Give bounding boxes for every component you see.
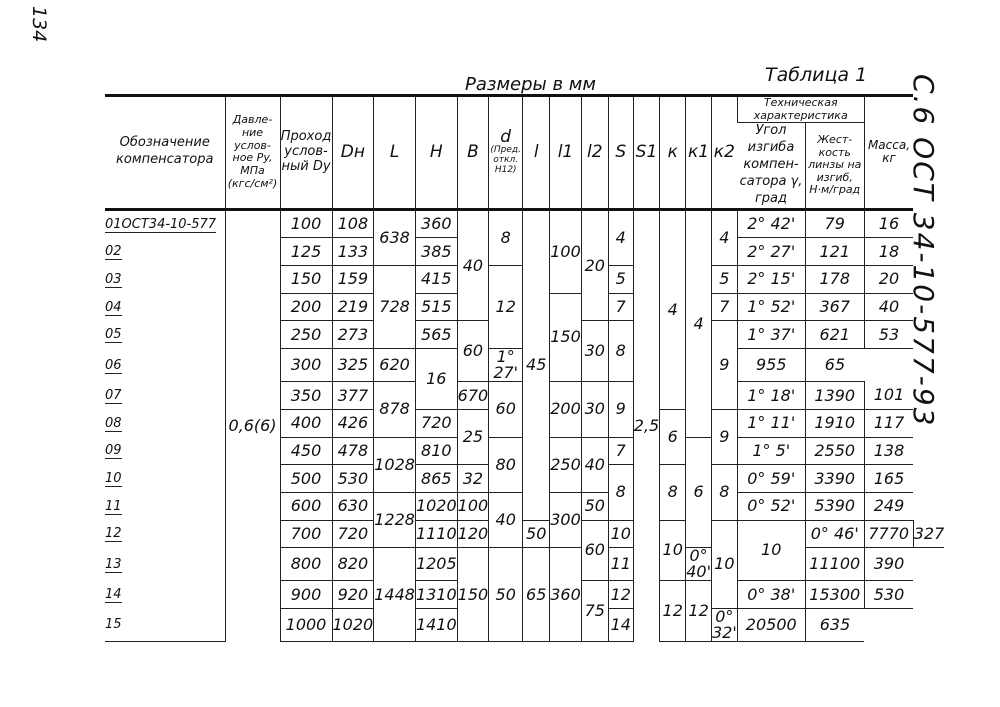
- l2-cell: 40: [581, 437, 608, 492]
- k1-cell: 6: [686, 437, 712, 548]
- l2-cell: 50: [581, 492, 608, 520]
- B-cell: 60: [489, 382, 523, 437]
- header-stiffness: Жест-кость линзы на изгиб, Н·м/град: [805, 123, 864, 209]
- designation-cell: 14: [105, 587, 122, 603]
- B-cell: 80: [489, 437, 523, 492]
- h-cell: 360: [415, 209, 457, 238]
- stiffness-cell: 2550: [805, 437, 864, 465]
- angle-cell: 2° 27': [737, 238, 805, 266]
- mass-cell: 101: [864, 382, 913, 410]
- dy-cell: 350: [280, 382, 332, 410]
- L-cell: 638: [374, 209, 416, 265]
- dy-cell: 500: [280, 465, 332, 493]
- dn-cell: 720: [332, 520, 374, 548]
- header-S1: S1: [633, 96, 659, 210]
- table-label: Таблица 1: [765, 64, 868, 86]
- header-H: H: [415, 96, 457, 210]
- S-cell: 8: [608, 465, 633, 520]
- dy-cell: 100: [280, 209, 332, 238]
- l2-cell: 20: [581, 209, 608, 321]
- k2-cell: 4: [711, 209, 737, 265]
- stiffness-cell: 11100: [805, 548, 864, 581]
- dy-cell: 250: [280, 321, 332, 349]
- S1-cell: 2,5: [633, 209, 659, 641]
- angle-cell: 0° 52': [737, 492, 805, 520]
- stiffness-cell: 1910: [805, 409, 864, 437]
- dn-cell: 478: [332, 437, 374, 465]
- designation-cell: 12: [105, 526, 122, 542]
- dn-cell: 630: [332, 492, 374, 520]
- l1-cell: 100: [550, 209, 582, 293]
- d-cell: 8: [489, 209, 523, 265]
- k2-cell: 12: [686, 581, 712, 642]
- stiffness-cell: 15300: [805, 581, 864, 609]
- dimensions-caption: Размеры в мм: [465, 74, 596, 95]
- L-cell: 1028: [374, 437, 416, 492]
- header-l1: l1: [550, 96, 582, 210]
- angle-cell: 1° 11': [737, 409, 805, 437]
- header-k: к: [660, 96, 686, 210]
- h-cell: 670: [457, 382, 489, 410]
- l-cell: 50: [523, 520, 550, 548]
- h-cell: 810: [415, 437, 457, 465]
- dy-cell: 400: [280, 409, 332, 437]
- B-cell: 150: [457, 548, 489, 642]
- dy-cell: 600: [280, 492, 332, 520]
- header-S: S: [608, 96, 633, 210]
- d-cell: 25: [457, 409, 489, 464]
- dy-cell: 300: [280, 349, 332, 382]
- angle-cell: 0° 59': [737, 465, 805, 493]
- designation-cell: 04: [105, 299, 122, 315]
- dy-cell: 125: [280, 238, 332, 266]
- mass-cell: 165: [864, 465, 913, 493]
- k2-cell: 7: [711, 293, 737, 321]
- d-cell: 16: [415, 349, 457, 410]
- mass-cell: 635: [805, 608, 864, 641]
- h-cell: 415: [415, 266, 457, 294]
- S-cell: 11: [608, 548, 633, 581]
- dy-cell: 800: [280, 548, 332, 581]
- l2-cell: 60: [581, 520, 608, 581]
- L-cell: 1448: [374, 548, 416, 642]
- mass-cell: 40: [864, 293, 913, 321]
- dn-cell: 530: [332, 465, 374, 493]
- designation-cell: 07: [105, 388, 122, 404]
- dn-cell: 820: [332, 548, 374, 581]
- h-cell: 720: [415, 409, 457, 437]
- h-cell: 865: [415, 465, 457, 493]
- designation-cell: 03: [105, 271, 122, 287]
- designation-cell: 09: [105, 443, 122, 459]
- dn-cell: 377: [332, 382, 374, 410]
- k-cell: 12: [660, 581, 686, 642]
- angle-cell: 0° 32': [711, 606, 737, 642]
- stiffness-cell: 7770: [864, 520, 913, 548]
- h-cell: 1020: [415, 492, 457, 520]
- header-dn: Dн: [332, 96, 374, 210]
- S-cell: 7: [608, 437, 633, 465]
- designation-cell: 15: [105, 608, 225, 641]
- stiffness-cell: 5390: [805, 492, 864, 520]
- designation-cell: 13: [105, 556, 122, 572]
- dn-cell: 920: [332, 581, 374, 609]
- dn-cell: 159: [332, 266, 374, 294]
- L-cell: 728: [374, 266, 416, 349]
- B-cell: 100: [457, 492, 489, 520]
- stiffness-cell: 178: [805, 266, 864, 294]
- header-k2: к2: [711, 96, 737, 210]
- d-cell: 50: [489, 548, 523, 642]
- angle-cell: 1° 52': [737, 293, 805, 321]
- d-cell: 40: [489, 492, 523, 547]
- dn-cell: 133: [332, 238, 374, 266]
- header-d-note: (Пред. откл. H12): [490, 144, 522, 175]
- header-pressure: Давле-ние услов-ное Py, МПа (кгс/см²): [225, 96, 280, 210]
- l1-cell: 200: [550, 382, 582, 437]
- header-B: B: [457, 96, 489, 210]
- designation-cell: 05: [105, 327, 122, 343]
- k-cell: 6: [660, 409, 686, 464]
- angle-cell: 0° 40': [686, 546, 711, 582]
- designation-cell: 08: [105, 415, 122, 431]
- dy-cell: 150: [280, 266, 332, 294]
- dy-cell: 200: [280, 293, 332, 321]
- dn-cell: 108: [332, 209, 374, 238]
- mass-cell: 65: [805, 349, 864, 382]
- k-cell: 10: [660, 520, 686, 581]
- mass-cell: 138: [864, 437, 913, 465]
- S-cell: 5: [608, 266, 633, 294]
- dn-cell: 273: [332, 321, 374, 349]
- angle-cell: 1° 27': [489, 349, 523, 382]
- mass-cell: 18: [864, 238, 913, 266]
- mass-cell: 16: [864, 209, 913, 238]
- stiffness-cell: 367: [805, 293, 864, 321]
- S-cell: 14: [608, 608, 633, 641]
- designation-cell: 10: [105, 471, 122, 487]
- B-cell: 120: [457, 520, 489, 548]
- B-cell: 40: [457, 209, 489, 321]
- header-l: l: [523, 96, 550, 210]
- stiffness-cell: 20500: [737, 608, 805, 641]
- stiffness-cell: 121: [805, 238, 864, 266]
- stiffness-cell: 3390: [805, 465, 864, 493]
- k2-cell: 8: [711, 465, 737, 520]
- header-d-label: d: [500, 126, 512, 147]
- S-cell: 9: [608, 382, 633, 437]
- S-cell: 4: [608, 209, 633, 265]
- mass-cell: 327: [913, 520, 944, 548]
- angle-cell: 0° 46': [805, 520, 864, 548]
- mass-cell: 117: [864, 409, 913, 437]
- h-cell: 1310: [415, 581, 457, 609]
- S-cell: 10: [608, 520, 633, 548]
- header-designation: Обозначение компенсатора: [105, 96, 225, 210]
- l-cell: 45: [523, 209, 550, 520]
- d-cell: 12: [489, 266, 523, 349]
- l1-cell: 250: [550, 437, 582, 492]
- dn-cell: 1020: [332, 608, 374, 641]
- stiffness-cell: 79: [805, 209, 864, 238]
- dn-cell: 426: [332, 409, 374, 437]
- designation-cell: 11: [105, 498, 122, 514]
- S-cell: 8: [608, 321, 633, 382]
- h-cell: 1410: [415, 608, 457, 641]
- k2-cell: 9: [711, 321, 737, 409]
- k2-cell: 9: [711, 409, 737, 464]
- dy-cell: 1000: [280, 608, 332, 641]
- h-cell: 565: [415, 321, 457, 349]
- header-k1: к1: [686, 96, 712, 210]
- l2-cell: 30: [581, 382, 608, 437]
- h-cell: 1110: [415, 520, 457, 548]
- document-code: С.6 ОСТ 34-10-577-93: [907, 74, 940, 428]
- k-cell: 4: [660, 209, 686, 409]
- header-mass: Масса, кг: [864, 96, 913, 210]
- header-passage: Проход услов-ный Dy: [280, 96, 332, 210]
- mass-cell: 530: [864, 581, 913, 609]
- l1-cell: 150: [550, 293, 582, 381]
- angle-cell: 2° 42': [737, 209, 805, 238]
- page-number: 134: [28, 6, 50, 43]
- B-cell: 60: [457, 321, 489, 382]
- angle-cell: 1° 18': [737, 382, 805, 410]
- angle-cell: 1° 5': [737, 437, 805, 465]
- header-tech: Техническая характеристика: [737, 96, 864, 123]
- header-l2: l2: [581, 96, 608, 210]
- mass-cell: 390: [864, 548, 913, 581]
- S-cell: 12: [608, 581, 633, 609]
- dy-cell: 900: [280, 581, 332, 609]
- h-cell: 385: [415, 238, 457, 266]
- stiffness-cell: 621: [805, 321, 864, 349]
- pressure-cell: 0,6(6): [225, 209, 280, 641]
- l1-cell: 360: [550, 548, 582, 642]
- mass-cell: 20: [864, 266, 913, 294]
- compensator-table: [105, 94, 944, 642]
- dy-cell: 450: [280, 437, 332, 465]
- designation-cell: 01ОСТ34-10-577: [105, 216, 217, 232]
- d-cell: 32: [457, 465, 489, 493]
- dy-cell: 700: [280, 520, 332, 548]
- l1-cell: 300: [550, 492, 582, 547]
- S-cell: 7: [608, 293, 633, 321]
- header-L: L: [374, 96, 416, 210]
- l2-cell: 30: [581, 321, 608, 382]
- h-cell: 515: [415, 293, 457, 321]
- dn-cell: 325: [332, 349, 374, 382]
- h-cell: 620: [374, 349, 416, 382]
- l-cell: 65: [523, 548, 550, 642]
- l2-cell: 75: [581, 581, 608, 642]
- L-cell: 878: [374, 382, 416, 437]
- stiffness-cell: 955: [737, 349, 805, 382]
- k2-cell: 5: [711, 266, 737, 294]
- angle-cell: 0° 38': [737, 581, 805, 609]
- mass-cell: 249: [864, 492, 913, 520]
- designation-cell: 02: [105, 244, 122, 260]
- stiffness-cell: 1390: [805, 382, 864, 410]
- angle-cell: 2° 15': [737, 266, 805, 294]
- L-cell: 1228: [374, 492, 416, 547]
- k1-cell: 10: [711, 520, 737, 608]
- designation-cell: 06: [105, 357, 122, 373]
- header-d: [489, 96, 523, 210]
- h-cell: 1205: [415, 548, 457, 581]
- k1-cell: 4: [686, 209, 712, 437]
- angle-cell: 1° 37': [737, 321, 805, 349]
- header-angle: Угол изгиба компен-сатора γ, град: [737, 123, 805, 209]
- k2-cell: 10: [737, 520, 805, 581]
- k-cell: 8: [660, 465, 686, 520]
- dn-cell: 219: [332, 293, 374, 321]
- mass-cell: 53: [864, 321, 913, 349]
